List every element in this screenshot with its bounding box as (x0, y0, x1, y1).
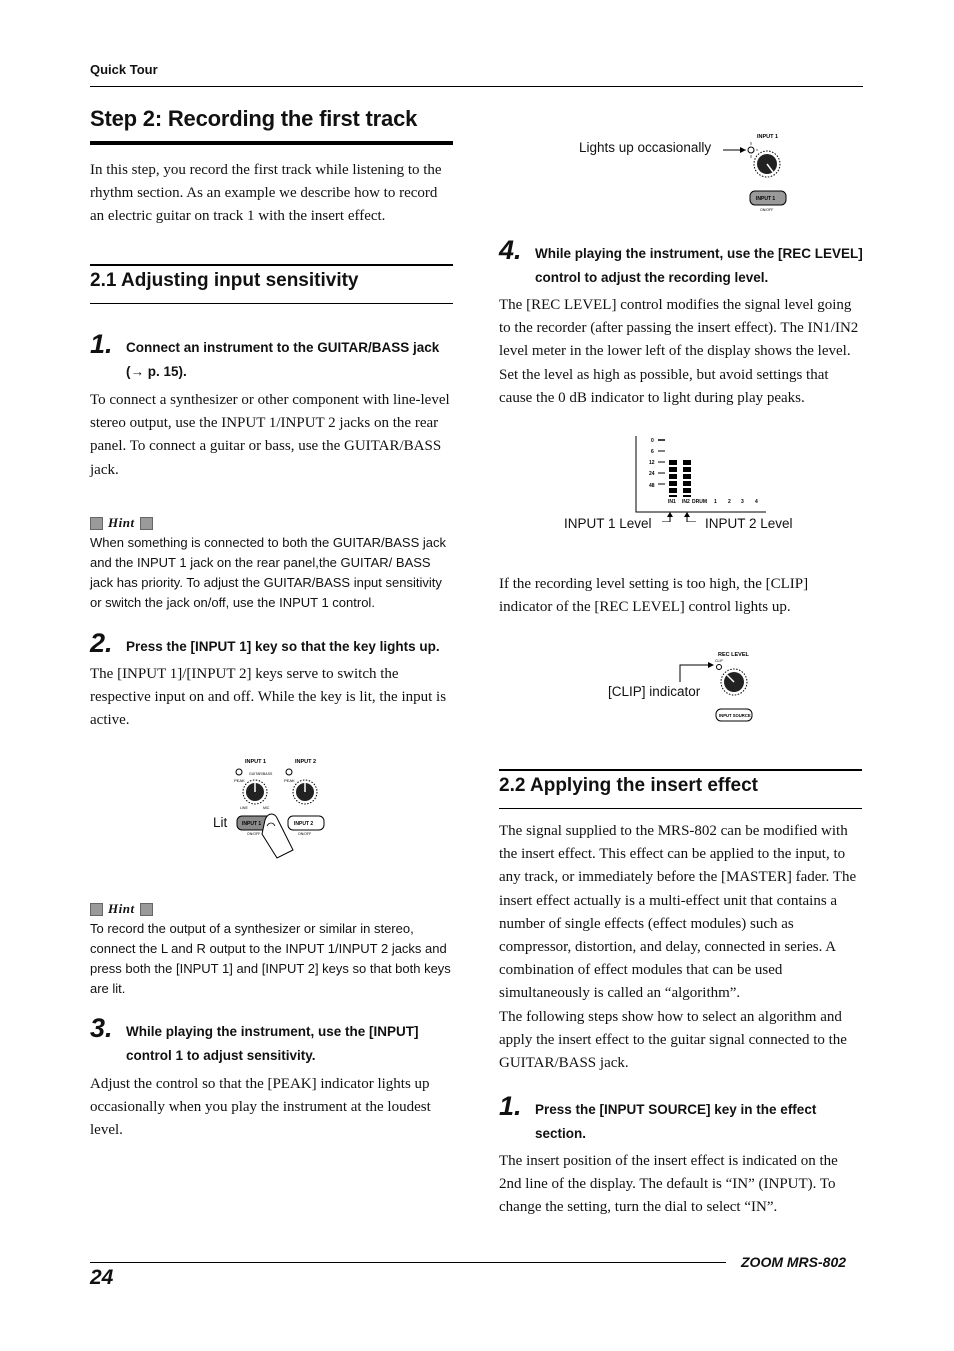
rec-level-title: REC LEVEL (718, 652, 749, 658)
scale-label: 12 (649, 460, 655, 466)
clip-paragraph: If the recording level setting is too high, the [CLIP] indicator of the [REC LEVEL] control lights up. (499, 576, 809, 616)
title-rule (90, 141, 453, 145)
channel-label: 3 (741, 499, 744, 505)
peak-label: PEAK (234, 778, 245, 783)
header-rule (90, 86, 863, 87)
running-header: Quick Tour (90, 62, 158, 77)
section-2-1-title: 2.1 Adjusting input sensitivity (90, 270, 359, 291)
scale-label: 6 (651, 449, 654, 455)
leader-line (662, 517, 670, 522)
input1-level-label: INPUT 1 Level (564, 516, 652, 531)
clip-indicator-label: [CLIP] indicator (608, 684, 701, 699)
peak-led-icon (286, 769, 292, 775)
step-instruction: Connect an instrument to the GUITAR/BASS jack (→ p. 15). (126, 340, 440, 379)
step-body: Adjust the control so that the [PEAK] indicator lights up occasionally when you play the instrument at the loudest level. (90, 1076, 431, 1139)
onoff-label: ON/OFF (298, 832, 312, 836)
section-rule-top (90, 264, 453, 266)
clip-led-label: CLIP (715, 659, 723, 663)
peak-led-icon (236, 769, 242, 775)
key1-label: INPUT 1 (242, 821, 262, 827)
channel-label: 2 (728, 499, 731, 505)
mic-label: MIC (263, 806, 270, 810)
line-label: LINE (240, 806, 248, 810)
step-body: The insert position of the insert effect is indicated on the 2nd line of the display. The default is “IN” (INPUT). To change the setting, turn the dial to select “IN”. (499, 1153, 838, 1216)
gb-label: GUITAR/BASS (249, 772, 273, 776)
arrow-head-icon (667, 512, 673, 517)
channel-label: DRUM (692, 499, 707, 505)
peak-figure-label: Lights up occasionally (579, 140, 712, 155)
step-number: 3. (90, 1013, 113, 1043)
scale-label: 48 (649, 483, 655, 489)
hint-square-icon (90, 903, 103, 916)
arrow-head-icon (684, 512, 690, 517)
footer-rule (90, 1262, 726, 1263)
peak-key-label: INPUT 1 (756, 196, 776, 202)
step-instruction: While playing the instrument, use the [INPUT] control 1 to adjust sensitivity. (126, 1024, 419, 1063)
leader-line (687, 517, 696, 522)
page-title: Step 2: Recording the first track (90, 106, 418, 131)
step-number: 4. (499, 235, 522, 265)
lit-label: Lit (213, 815, 228, 830)
section-rule-bottom (90, 303, 453, 304)
channel-label: 1 (714, 499, 717, 505)
knob1-title: INPUT 1 (245, 759, 267, 765)
step-instruction: Press the [INPUT 1] key so that the key lights up. (126, 639, 440, 654)
section-2-2-title: 2.2 Applying the insert effect (499, 775, 759, 796)
hint-heading (90, 515, 153, 531)
hint-heading (90, 901, 153, 917)
channel-label: IN2 (682, 499, 690, 505)
peak-knob-title: INPUT 1 (757, 134, 779, 140)
step-body: The [REC LEVEL] control modifies the signal level going to the recorder (after passing the insert effect). The IN1/IN2 level meter in the lower left of the display shows the level. Set the level as high as possible, but avoid settings that cause the 0 dB indicator to light during play peaks. (499, 297, 859, 406)
input2-level-label: INPUT 2 Level (705, 516, 793, 531)
channel-label: IN1 (668, 499, 676, 505)
page-number: 24 (90, 1266, 114, 1289)
step-body: To connect a synthesizer or other component with line-level stereo output, use the INPUT 1/INPUT 2 jacks on the rear panel. To connect a guitar or bass, use the GUITAR/BASS jack. (90, 392, 450, 478)
hint-square-icon (140, 903, 153, 916)
channel-label: 4 (755, 499, 758, 505)
hint-text: To record the output of a synthesizer or similar in stereo, connect the L and R output to the INPUT 1/INPUT 2 jacks and press both the [INPUT 1] and [INPUT 2] keys so that both keys are lit. (90, 921, 451, 996)
intro-paragraph: In this step, you record the first track while listening to the rhythm section. As an example we describe how to record an electric guitar on track 1 with the insert effect. (90, 162, 442, 225)
hint-square-icon (90, 517, 103, 530)
scale-label: 24 (649, 471, 655, 477)
hint-label: Hint (108, 901, 135, 916)
clip-figure (676, 646, 762, 726)
onoff-label: ON/OFF (247, 832, 261, 836)
level-meter-figure (630, 432, 770, 522)
brand-name: ZOOM MRS-802 (741, 1254, 847, 1270)
clip-led-icon (717, 665, 722, 670)
arrow-head-icon (708, 662, 714, 668)
step-body: The [INPUT 1]/[INPUT 2] keys serve to switch the respective input on and off. While the key is lit, the input is active. (90, 666, 447, 729)
hint-label: Hint (108, 515, 135, 530)
peak-figure (720, 128, 800, 213)
step-number: 1. (90, 329, 113, 359)
knob2-title: INPUT 2 (295, 759, 317, 765)
input-keys-figure (205, 752, 345, 862)
in1-meter-bar (669, 460, 677, 497)
peak-led-icon (748, 147, 754, 153)
leader-line (680, 665, 708, 682)
step-number: 1. (499, 1091, 522, 1121)
key2-label: INPUT 2 (294, 821, 314, 827)
input-source-label: INPUT SOURCE (719, 713, 751, 718)
hint-text: When something is connected to both the GUITAR/BASS jack and the INPUT 1 jack on the rear panel,the GUITAR/ BASS jack has priority. To adjust the GUITAR/BASS input sensitivity or switch the jack on/off, use the INPUT 1 control. (90, 535, 446, 610)
in2-meter-bar (683, 460, 691, 497)
peak-onoff-label: ON/OFF (760, 208, 774, 212)
step-instruction: While playing the instrument, use the [REC LEVEL] control to adjust the recording level. (535, 246, 863, 285)
hint-square-icon (140, 517, 153, 530)
step-number: 2. (90, 628, 113, 658)
section-2-2-body: The following steps show how to select an algorithm and apply the insert effect to the guitar signal connected to the GUITAR/BASS jack. (499, 1009, 847, 1072)
peak-label: PEAK (284, 778, 295, 783)
step-instruction: Press the [INPUT SOURCE] key in the effect section. (535, 1102, 817, 1141)
section-rule-top (499, 769, 862, 771)
section-rule-bottom (499, 808, 862, 809)
section-2-2-body: The signal supplied to the MRS-802 can be modified with the insert effect. This effect can be applied to the input, to any track, or immediately before the [MASTER] fader. The insert effect actually is a multi-effect unit that contains a number of single effects (effect modules) such as compressor, distortion, and delay, connected in series. A combination of effect modules that can be used simultaneously is called an “algorithm”. (499, 823, 857, 1002)
scale-label: 0 (651, 438, 654, 444)
